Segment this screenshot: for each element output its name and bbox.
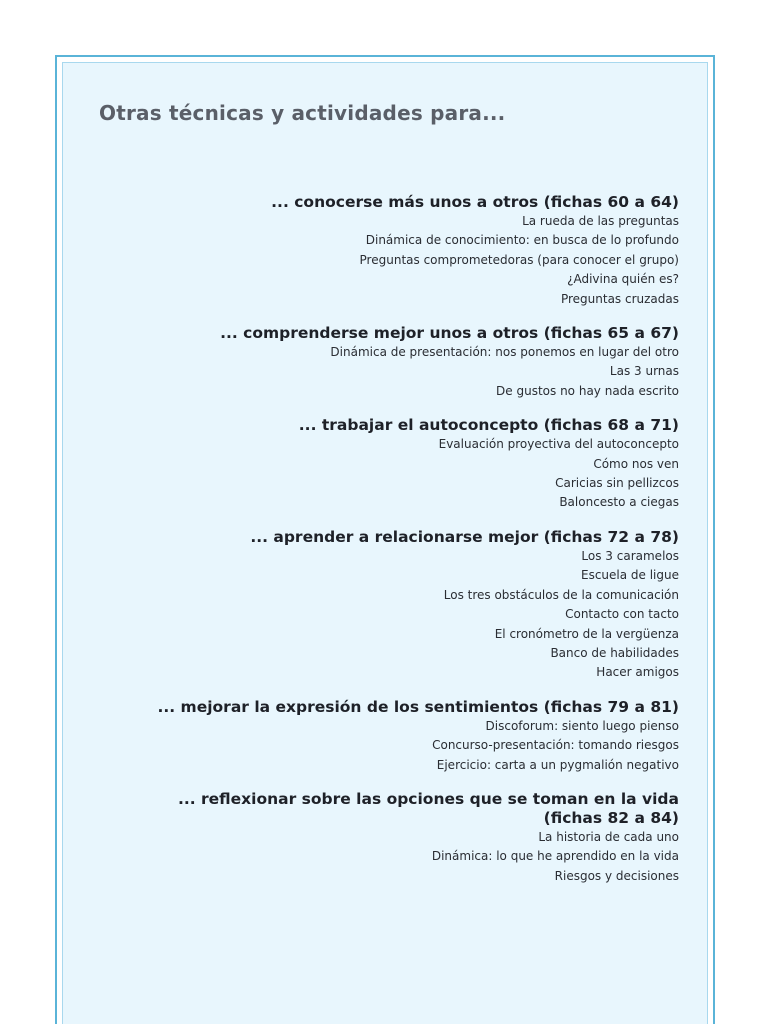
activity-list (79, 193, 679, 901)
list-item: Ejercicio: carta a un pygmalión negativo (436, 757, 679, 772)
list-item: Riesgos y decisiones (554, 868, 679, 883)
list-item: Dinámica de conocimiento: en busca de lo profundo (365, 233, 679, 248)
section-sentimientos (79, 698, 679, 775)
section-opciones (79, 790, 679, 886)
list-item: El cronómetro de la vergüenza (494, 626, 679, 641)
list-item: Los tres obstáculos de la comunicación (443, 587, 679, 602)
list-item: La rueda de las preguntas (522, 214, 679, 228)
list-item: Los 3 caramelos (581, 548, 679, 563)
section-heading: ... comprenderse mejor unos a otros (fichas 65 a 67) (220, 324, 679, 343)
list-item: Dinámica de presentación: nos ponemos en lugar del otro (330, 345, 679, 360)
section-conocerse (79, 193, 679, 309)
content-panel (62, 62, 708, 1024)
list-item: Dinámica: lo que he aprendido en la vida (431, 849, 679, 864)
section-comprenderse (79, 324, 679, 401)
section-heading: ... aprender a relacionarse mejor (fichas 72 a 78) (250, 527, 679, 546)
list-item: Cómo nos ven (593, 456, 679, 471)
section-heading-line-2: (fichas 82 a 84) (543, 808, 679, 827)
list-item: Baloncesto a ciegas (559, 495, 679, 510)
list-item: Concurso-presentación: tomando riesgos (432, 738, 679, 753)
page-title: Otras técnicas y actividades para... (99, 101, 506, 125)
list-item: Caricias sin pellizcos (555, 476, 679, 491)
list-item: Contacto con tacto (565, 607, 679, 622)
section-relacionarse (79, 528, 679, 683)
list-item: Banco de habilidades (550, 645, 679, 660)
list-item: De gustos no hay nada escrito (496, 383, 679, 398)
list-item: Preguntas cruzadas (560, 291, 679, 306)
list-item: ¿Adivina quién es? (567, 272, 679, 287)
section-heading: ... trabajar el autoconcepto (fichas 68 a 71) (298, 416, 679, 435)
section-autoconcepto (79, 416, 679, 513)
page-frame (55, 55, 715, 1024)
section-heading-line-1: ... reflexionar sobre las opciones que se toman en la vida (177, 789, 679, 808)
list-item: Escuela de ligue (580, 568, 679, 583)
section-heading: ... conocerse más unos a otros (fichas 60 a 64) (271, 193, 679, 211)
list-item: Hacer amigos (596, 665, 679, 680)
list-item: Discoforum: siento luego pienso (485, 718, 679, 733)
section-heading: ... mejorar la expresión de los sentimientos (fichas 79 a 81) (157, 697, 679, 716)
list-item: Preguntas comprometedoras (para conocer el grupo) (359, 252, 679, 267)
list-item: Las 3 urnas (609, 364, 679, 379)
list-item: Evaluación proyectiva del autoconcepto (438, 437, 679, 452)
list-item: La historia de cada uno (538, 829, 679, 844)
